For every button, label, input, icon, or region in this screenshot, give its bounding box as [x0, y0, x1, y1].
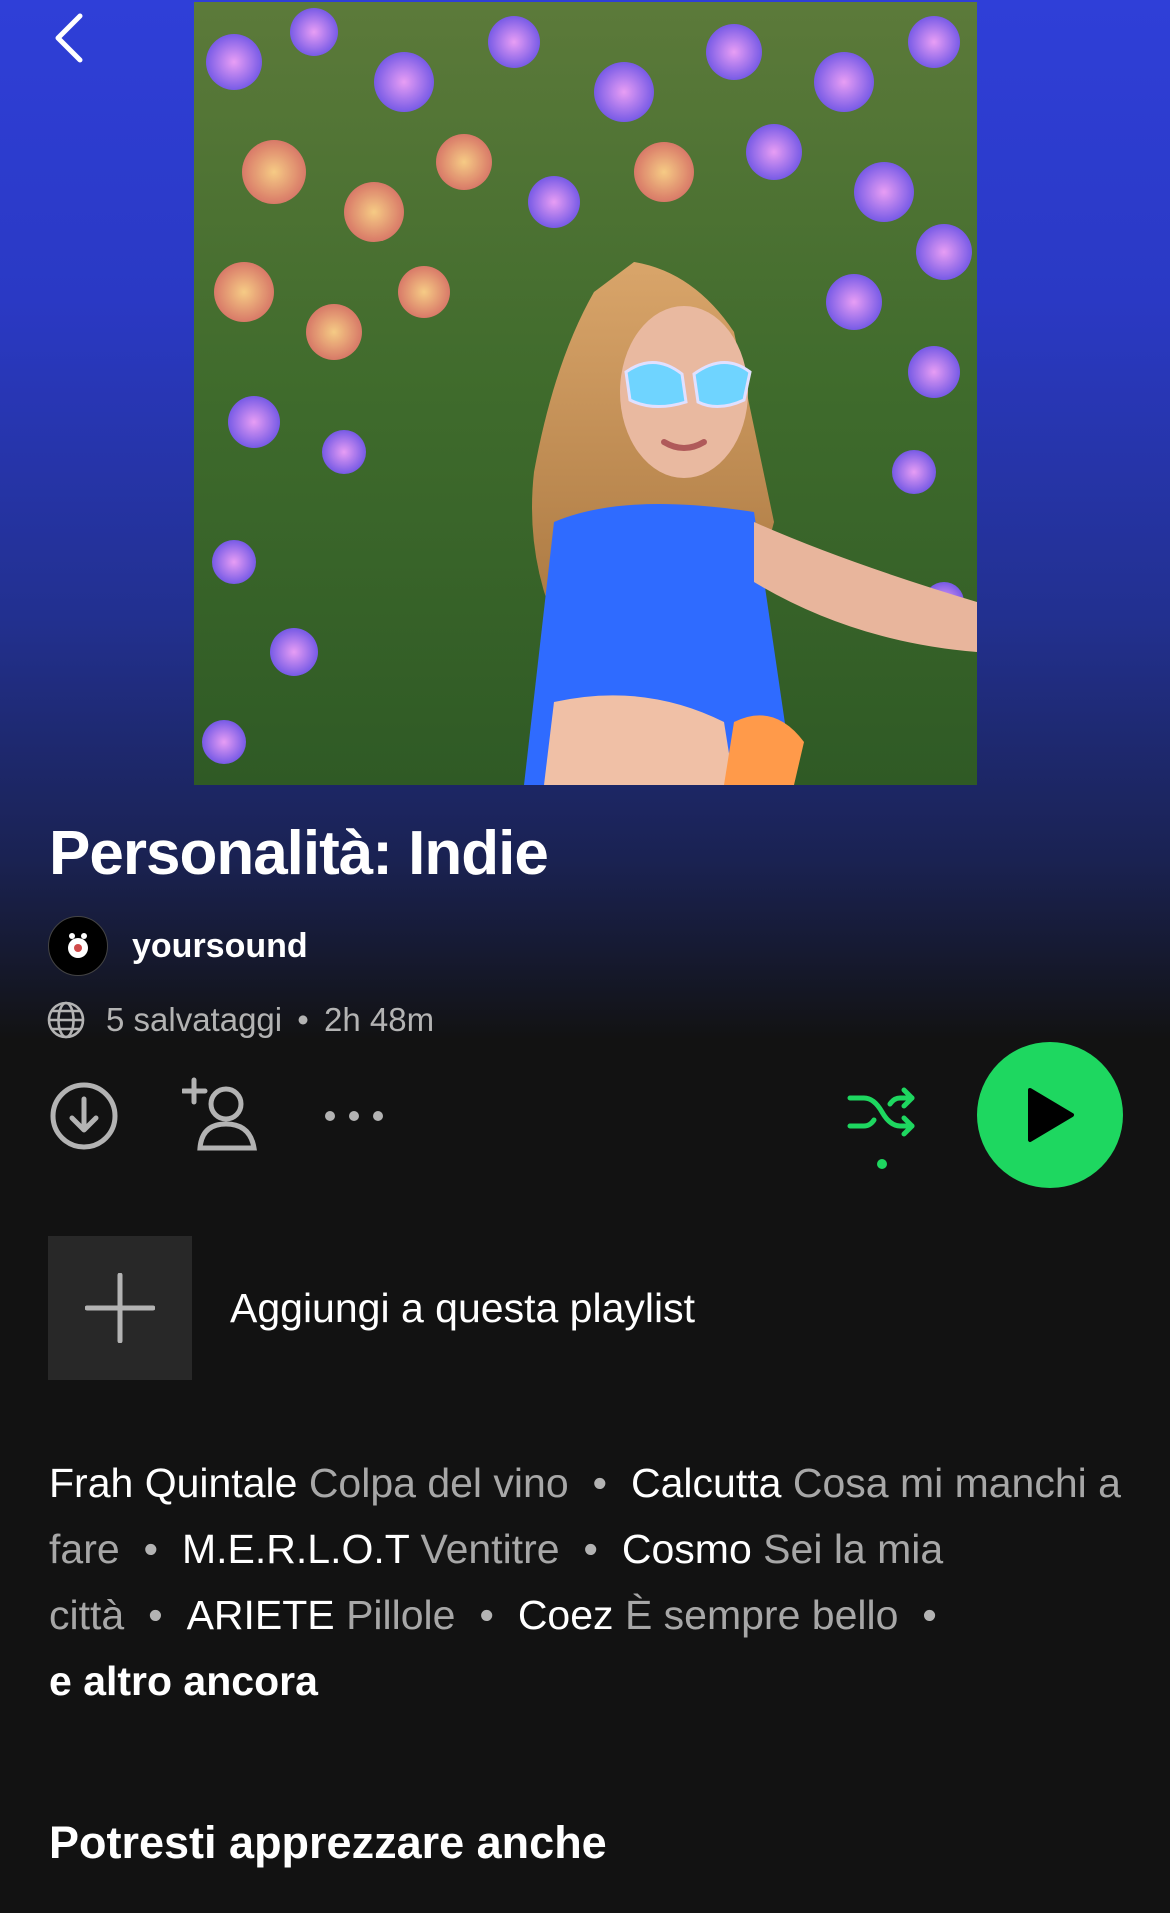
track-item	[182, 1526, 560, 1572]
track-artist: M.E.R.L.O.T	[182, 1526, 410, 1572]
track-song: Colpa del vino	[308, 1460, 569, 1506]
track-artist: ARIETE	[186, 1592, 335, 1638]
track-song: È sempre bello	[624, 1592, 899, 1638]
add-user-button[interactable]	[182, 1076, 262, 1152]
download-button[interactable]	[48, 1080, 120, 1152]
add-to-playlist-label[interactable]: Aggiungi a questa playlist	[230, 1284, 695, 1331]
meta-separator: •	[297, 1001, 309, 1038]
track-artist: Coez	[517, 1592, 614, 1638]
track-item	[187, 1592, 456, 1638]
recommendations-title: Potresti apprezzare anche	[49, 1817, 607, 1868]
more-tracks-link[interactable]: e altro ancora	[49, 1658, 318, 1704]
add-user-icon	[182, 1076, 262, 1152]
track-artist: Calcutta	[631, 1460, 782, 1506]
duration: 2h 48m	[324, 1001, 435, 1038]
track-separator: •	[583, 1526, 598, 1572]
playlist-cover	[194, 2, 977, 785]
owner-logo	[63, 931, 93, 961]
track-artist: Cosmo	[621, 1526, 752, 1572]
more-icon	[322, 1106, 386, 1126]
play-button[interactable]	[977, 1042, 1123, 1188]
track-song: Pillole	[346, 1592, 456, 1638]
more-options-button[interactable]	[322, 1100, 386, 1132]
playlist-title: Personalità: Indie	[49, 819, 548, 888]
track-item	[518, 1592, 899, 1638]
playlist-meta	[46, 995, 434, 1045]
avatar[interactable]	[48, 916, 108, 976]
globe-icon	[46, 1000, 86, 1040]
download-icon	[49, 1081, 119, 1151]
track-item	[49, 1460, 569, 1506]
shuffle-icon	[846, 1082, 922, 1172]
play-icon	[1024, 1086, 1076, 1144]
track-song: Sei la mia città	[49, 1526, 944, 1638]
shuffle-button[interactable]	[846, 1082, 922, 1172]
track-artist: Frah Quintale	[49, 1460, 298, 1506]
playlist-owner[interactable]	[48, 916, 308, 976]
track-separator: •	[148, 1592, 163, 1638]
track-separator: •	[479, 1592, 494, 1638]
track-separator: •	[922, 1592, 937, 1638]
add-to-playlist-row[interactable]	[48, 1236, 695, 1380]
chevron-left-icon	[52, 12, 86, 64]
plus-icon	[85, 1273, 155, 1343]
track-separator: •	[592, 1460, 608, 1506]
track-song: Cosa mi manchi a fare	[49, 1460, 1121, 1572]
track-separator: •	[143, 1526, 159, 1572]
cover-art	[194, 2, 977, 785]
saves-count: 5 salvataggi	[106, 1001, 283, 1038]
owner-name[interactable]: yoursound	[132, 926, 308, 965]
back-button[interactable]	[44, 8, 94, 68]
featured-tracks	[49, 1450, 1139, 1714]
track-song: Ventitre	[420, 1526, 560, 1572]
add-tile[interactable]	[48, 1236, 192, 1380]
